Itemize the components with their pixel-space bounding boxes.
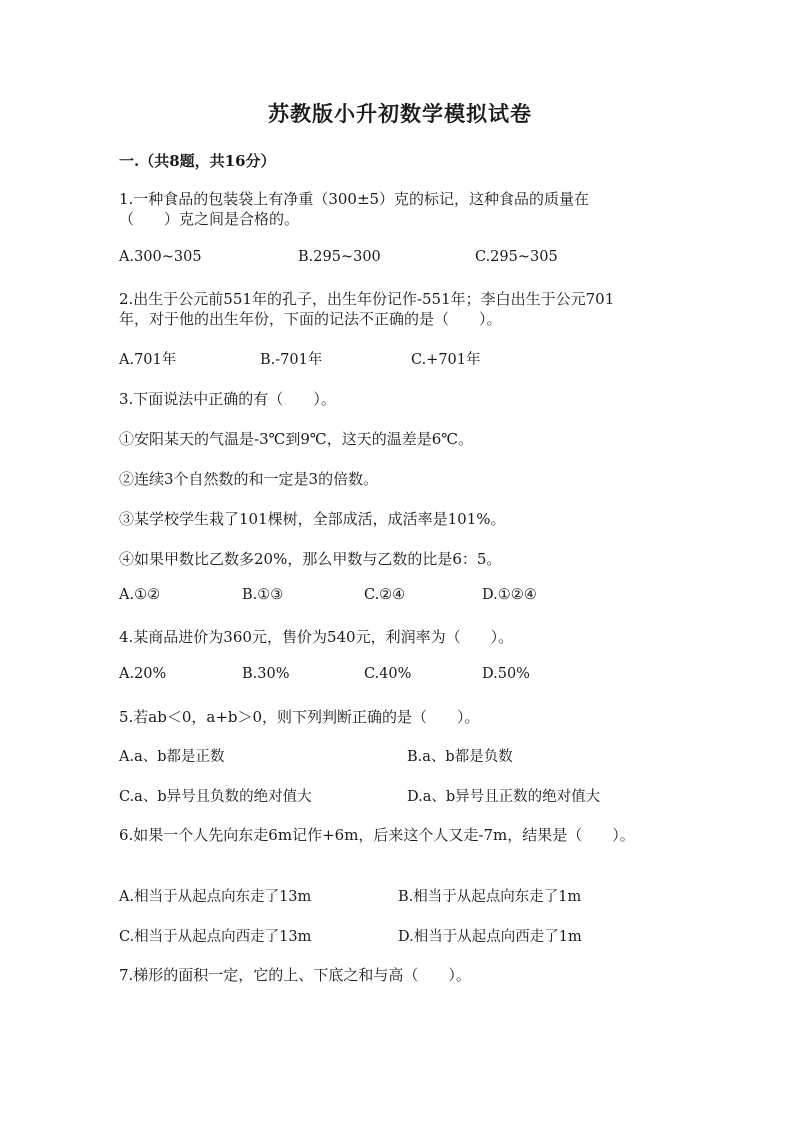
question-4-option-a: A.20%	[119, 666, 167, 682]
question-1-line-1: 1.一种食品的包装袋上有净重（300±5）克的标记，这种食品的质量在	[119, 190, 590, 208]
page-title: 苏教版小升初数学模拟试卷	[268, 101, 532, 126]
question-1-option-b: B.295~300	[298, 249, 381, 265]
question-3-statement-1: ①安阳某天的气温是-3℃到9℃，这天的温差是6℃。	[119, 430, 474, 448]
question-1-option-c: C.295~305	[475, 249, 558, 265]
question-4-option-d: D.50%	[482, 666, 530, 682]
question-1-line-2: （ ）克之间是合格的。	[119, 210, 300, 228]
question-3-option-c: C.②④	[364, 587, 406, 603]
question-3-statement-2: ②连续3个自然数的和一定是3的倍数。	[119, 470, 379, 488]
question-5-option-a: A.a、b都是正数	[119, 749, 225, 765]
question-3-option-d: D.①②④	[482, 587, 537, 603]
question-6-option-a: A.相当于从起点向东走了13m	[119, 889, 312, 905]
question-3-option-b: B.①③	[242, 587, 284, 603]
question-5-option-d: D.a、b异号且正数的绝对值大	[407, 789, 601, 805]
question-4-option-c: C.40%	[364, 666, 412, 682]
question-6-line-1: 6.如果一个人先向东走6m记作+6m，后来这个人又走-7m，结果是（ ）。	[119, 826, 635, 844]
question-5-line-1: 5.若ab＜0，a+b＞0，则下列判断正确的是（ ）。	[119, 708, 480, 726]
question-3-statement-3: ③某学校学生栽了101棵树，全部成活，成活率是101%。	[119, 510, 506, 528]
question-5-option-c: C.a、b异号且负数的绝对值大	[119, 789, 312, 805]
question-2-line-2: 年，对于他的出生年份，下面的记法不正确的是（ ）。	[119, 310, 502, 328]
question-7-line-1: 7.梯形的面积一定，它的上、下底之和与高（ ）。	[119, 966, 471, 984]
section-heading: 一.（共8题，共16分）	[119, 152, 276, 170]
question-2-option-a: A.701年	[119, 352, 177, 368]
question-3-statement-4: ④如果甲数比乙数多20%，那么甲数与乙数的比是6：5。	[119, 550, 502, 568]
question-2-option-c: C.+701年	[411, 352, 481, 368]
question-5-option-b: B.a、b都是负数	[407, 749, 513, 765]
question-4-option-b: B.30%	[242, 666, 290, 682]
question-4-line-1: 4.某商品进价为360元，售价为540元，利润率为（ ）。	[119, 628, 514, 646]
question-3-option-a: A.①②	[119, 587, 161, 603]
question-1-option-a: A.300~305	[119, 249, 202, 265]
question-6-option-d: D.相当于从起点向西走了1m	[398, 929, 582, 945]
question-3-line-1: 3.下面说法中正确的有（ ）。	[119, 390, 336, 408]
question-2-line-1: 2.出生于公元前551年的孔子，出生年份记作-551年；李白出生于公元701	[119, 290, 615, 308]
question-6-option-b: B.相当于从起点向东走了1m	[398, 889, 582, 905]
question-6-option-c: C.相当于从起点向西走了13m	[119, 929, 312, 945]
question-2-option-b: B.-701年	[260, 352, 323, 368]
